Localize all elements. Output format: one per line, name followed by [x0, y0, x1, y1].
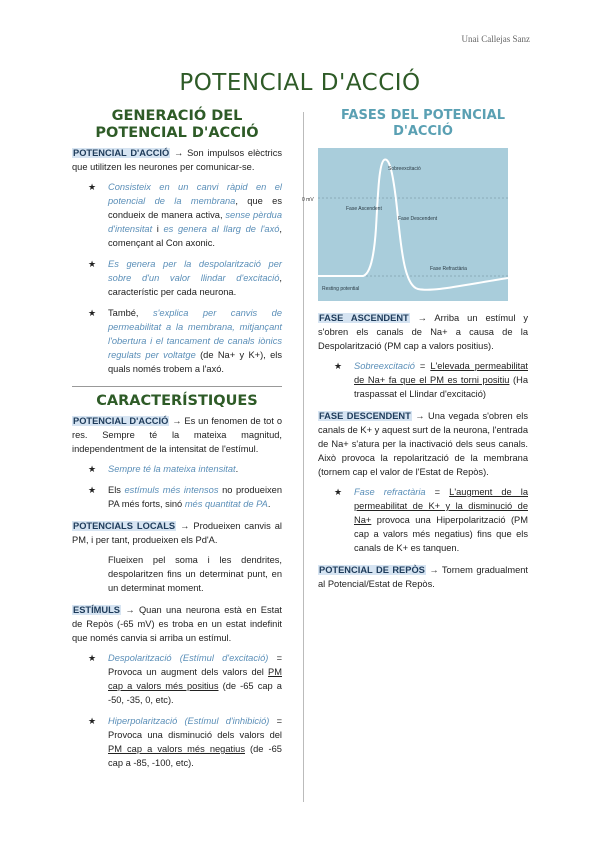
term-action-potential: POTENCIAL D'ACCIÓ [73, 148, 170, 158]
emphasis: es genera al llarg de l'axó [163, 224, 280, 234]
term-resting-potential: POTENCIAL DE REPÒS [319, 565, 425, 575]
text: (de -65 cap a -85, -100, etc). [108, 744, 282, 768]
stimuli-list [72, 651, 282, 770]
list-item [318, 485, 528, 555]
intro-paragraph [72, 146, 282, 174]
text: (de -65 cap a -50, -35, 0, etc). [108, 681, 282, 705]
emphasis: estímuls més intensos [124, 485, 219, 495]
list-item [72, 306, 282, 376]
label-resting: Resting potential [322, 286, 360, 292]
list-item [72, 714, 282, 770]
right-column [302, 108, 529, 597]
action-potential-graph [318, 148, 508, 301]
term-local-potentials: POTENCIALS LOCALS [73, 521, 176, 531]
text: , començant al Con axonic. [108, 224, 282, 248]
underlined-text: PM cap a valors més positius [108, 667, 282, 691]
section-title-phases: FASES DEL POTENCIAL D'ACCIÓ [341, 108, 505, 139]
section-title-generation: GENERACIÓ DEL POTENCIAL D'ACCIÓ [95, 108, 259, 141]
text: = Provoca una disminució dels valors del [108, 716, 283, 740]
emphasis: Fase refractària [354, 487, 426, 497]
list-item [72, 257, 282, 299]
emphasis: sense pèrdua d'intensitat [108, 210, 283, 234]
action-potential-figure [302, 148, 508, 301]
text: Els [108, 485, 125, 495]
emphasis: Es genera per la despolarització per sobre d'un valor llindar d'excitació [108, 259, 282, 283]
text: , que es condueix de manera activa, [108, 196, 282, 220]
term-falling-phase: FASE DESCENDENT [319, 411, 411, 421]
text: provoca una Hiperpolarització (PM cap a valors més negatius) fins que els canals de K+ es tanquen. [354, 515, 528, 553]
column-divider [303, 112, 304, 802]
label-undershoot: Fase Refractària [430, 266, 467, 272]
text: → Tornem gradualment al Potencial/Estat de Repòs. [318, 565, 529, 589]
falling-list [318, 485, 528, 555]
text: = Provoca un augment dels valors del [108, 653, 283, 677]
list-item [72, 483, 282, 511]
emphasis: Consisteix en un canvi ràpid en el potencial de la membrana [108, 182, 282, 206]
text: , característic per cada neurona. [108, 273, 282, 297]
list-item [72, 651, 282, 707]
emphasis: Sobreexcitació [354, 361, 415, 371]
rising-list [318, 359, 528, 401]
text: = [414, 361, 431, 371]
text: → Quan una neurona està en Estat de Repòs (-65 mV) es troba en un estat indefinit que només canvia si arriba un estímul. [72, 605, 282, 643]
text: = [425, 487, 450, 497]
paragraph-local-potentials [72, 519, 282, 547]
paragraph-falling-phase [318, 409, 528, 479]
page-title: POTENCIAL D'ACCIÓ [179, 70, 421, 96]
generation-list [72, 180, 282, 376]
underlined-text: PM cap a valors més negatius [108, 744, 245, 754]
term-rising-phase: FASE ASCENDENT [319, 313, 409, 323]
paragraph-rising-phase [318, 311, 528, 353]
underlined-text: L'augment de la permeabilitat de K+ y la disminució de Na+ [354, 487, 528, 525]
paragraph-action-potential [72, 414, 282, 456]
label-rising: Fase Ascendent [346, 206, 382, 212]
text: no produeixen PA més forts, sinó [108, 485, 282, 509]
paragraph-resting-potential [318, 563, 528, 591]
term-stimuli: ESTÍMULS [73, 605, 121, 615]
list-item [72, 180, 282, 250]
left-column [72, 108, 282, 778]
section-rule [72, 386, 282, 387]
intro-text: → Son impulsos elèctrics que utilitzen les neurones per comunicar-se. [72, 148, 282, 172]
text: → Una vegada s'obren els canals de K+ y aquest surt de la neurona, l'entrada de Na+ s'atura per la inactivació dels seus canals. Això provoca la repolarització de la membrana (tornem cap el valor de l'Estat de Repòs). [318, 411, 528, 477]
list-item [318, 359, 528, 401]
text: → Arriba un estímul y s'obren els canals de Na+ a causa de la Despolarització (PM cap a valors positius). [318, 313, 528, 351]
list-item [72, 462, 282, 476]
section-title-characteristics: CARACTERÍSTIQUES [96, 393, 258, 409]
emphasis: Hiperpolarització (Estímul d'inhibició) [108, 716, 270, 726]
author-name: Unai Callejas Sanz [461, 34, 530, 44]
text: → Es un fenomen de tot o res. Sempre té la mateixa magnitud, independentment de la intensitat de l'estímul. [72, 416, 282, 454]
text: . [235, 464, 239, 474]
emphasis: Despolarització (Estímul d'excitació) [108, 653, 269, 663]
text: També, [108, 308, 153, 318]
indented-note: Flueixen pel soma i les dendrites, despolaritzen fins un determinat punt, en un determinat moment. [108, 555, 282, 593]
term-action-potential: POTENCIAL D'ACCIÓ [73, 416, 169, 426]
underlined-text: L'elevada permeabilitat de Na+ fa que el PM es torni positiu [354, 361, 528, 385]
label-overshoot: Sobreexcitació [388, 166, 421, 172]
text: → Produeixen canvis al PM, i per tant, produeixen els Pd'A. [72, 521, 282, 545]
text: . [267, 499, 271, 509]
axis-label-zero: 0 mV [302, 197, 314, 203]
text: i [152, 224, 164, 234]
emphasis: més quantitat de PA [184, 499, 268, 509]
text: (Ha traspassat el Llindar d'excitació) [354, 375, 528, 399]
emphasis: s'explica per canvis de permeabilitat a la membrana, mitjançant l'obertura i el tancament de canals iònics regulats per voltatge [108, 308, 282, 360]
label-falling: Fase Descendent [398, 216, 438, 222]
text: (de Na+ y K+), els quals només trobem a l'axó. [108, 350, 282, 374]
emphasis: Sempre té la mateixa intensitat [108, 464, 236, 474]
characteristics-list [72, 462, 282, 511]
paragraph-stimuli [72, 603, 282, 645]
